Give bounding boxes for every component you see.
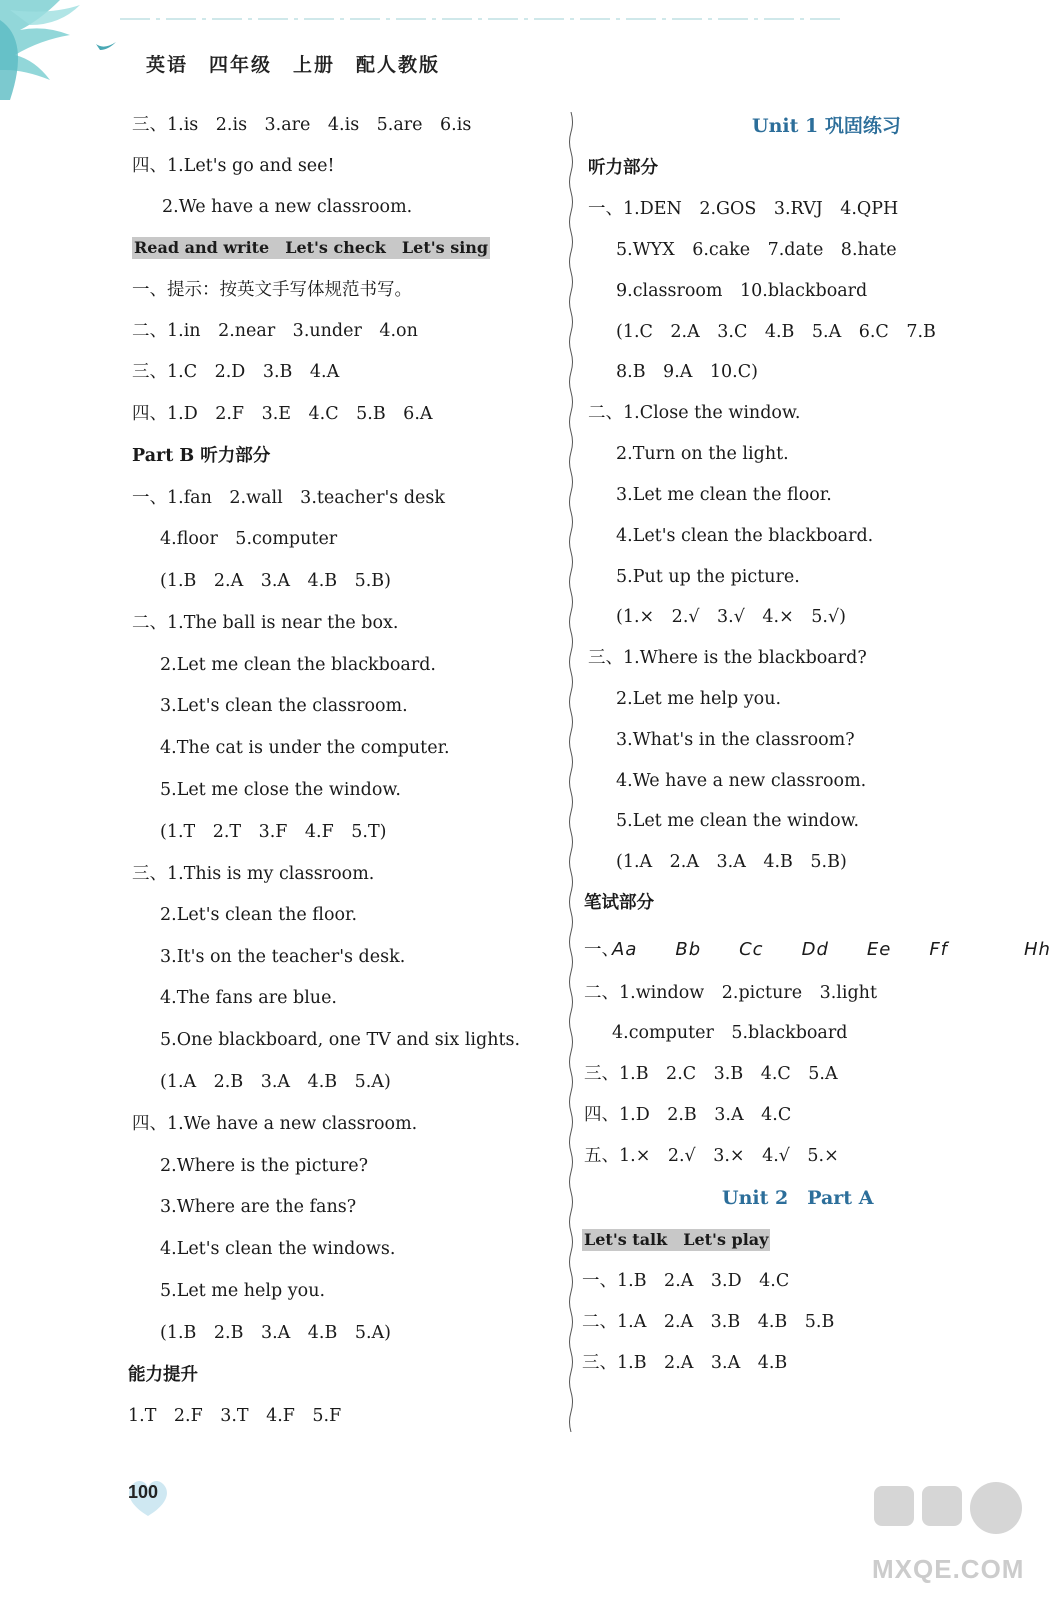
answer-line: 二、1.window 2.picture 3.light — [584, 983, 877, 1003]
answer-line: (1.C 2.A 3.C 4.B 5.A 6.C 7.B — [616, 322, 936, 342]
section-band: Read and write Let's check Let's sing — [134, 238, 489, 257]
answer-line: 三、1.This is my classroom. — [132, 864, 375, 884]
answer-line: 2.We have a new classroom. — [162, 197, 413, 217]
answer-line: 3.Let's clean the classroom. — [160, 696, 408, 716]
answer-line: 三、1.B 2.C 3.B 4.C 5.A — [584, 1064, 838, 1084]
section-band: Let's talk Let's play — [584, 1230, 769, 1249]
book-title: 英语 四年级 上册 配人教版 — [146, 54, 441, 76]
answer-line: 5.Put up the picture. — [616, 567, 800, 587]
answer-line: 三、1.C 2.D 3.B 4.A — [132, 362, 340, 382]
answer-line: 三、1.Where is the blackboard? — [588, 648, 867, 668]
answer-line: (1.A 2.B 3.A 4.B 5.A) — [160, 1072, 391, 1092]
answer-line: 1.T 2.F 3.T 4.F 5.F — [128, 1406, 342, 1426]
section-heading: 听力部分 — [588, 158, 658, 178]
section-title: Unit 1 巩固练习 — [752, 115, 901, 137]
answer-line: 2.Let me help you. — [616, 689, 782, 709]
answer-line: 4.We have a new classroom. — [616, 771, 867, 791]
answer-line: 3.Let me clean the floor. — [616, 485, 832, 505]
answer-line: 4.Let's clean the windows. — [160, 1239, 396, 1259]
answer-line: 5.One blackboard, one TV and six lights. — [160, 1030, 521, 1050]
palm-tree-icon — [0, 0, 130, 105]
answer-line: 一、1.B 2.A 3.D 4.C — [582, 1271, 790, 1291]
answer-line: 2.Where is the picture? — [160, 1156, 368, 1176]
answer-line: (1.B 2.A 3.A 4.B 5.B) — [160, 571, 391, 591]
section-heading: Part B 听力部分 — [132, 446, 271, 466]
page-number-text: 100 — [128, 1482, 159, 1502]
answer-line: 4.floor 5.computer — [160, 529, 338, 549]
answer-line: 一、1.fan 2.wall 3.teacher's desk — [132, 488, 445, 508]
answer-line: 3.It's on the teacher's desk. — [160, 947, 406, 967]
column-divider — [566, 112, 576, 1432]
answer-line: (1.A 2.A 3.A 4.B 5.B) — [616, 852, 847, 872]
answer-line: (1.B 2.B 3.A 4.B 5.A) — [160, 1323, 391, 1343]
answer-line: 四、1.We have a new classroom. — [132, 1114, 418, 1134]
answer-line: 5.Let me close the window. — [160, 780, 401, 800]
answer-line: 四、1.D 2.B 3.A 4.C — [584, 1105, 792, 1125]
watermark-logo — [868, 1478, 1048, 1593]
answer-line: 2.Let me clean the blackboard. — [160, 655, 436, 675]
answer-line: 4.computer 5.blackboard — [612, 1023, 848, 1043]
answer-line: 4.The fans are blue. — [160, 988, 337, 1008]
answer-line: 4.Let's clean the blackboard. — [616, 526, 874, 546]
section-heading: 笔试部分 — [584, 893, 654, 913]
section-title: Unit 2 Part A — [722, 1187, 874, 1209]
answer-line: 9.classroom 10.blackboard — [616, 281, 868, 301]
answer-line: 5.WYX 6.cake 7.date 8.hate — [616, 240, 897, 260]
answer-line: 2.Let's clean the floor. — [160, 905, 358, 925]
answer-line: 一、提示：按英文手写体规范书写。 — [132, 280, 412, 300]
answer-line: 四、1.D 2.F 3.E 4.C 5.B 6.A — [132, 404, 433, 424]
answer-line: 五、1.× 2.√ 3.× 4.√ 5.× — [584, 1146, 839, 1166]
section-heading: 能力提升 — [128, 1365, 198, 1385]
answer-line: 三、1.is 2.is 3.are 4.is 5.are 6.is — [132, 115, 472, 135]
answer-line: 三、1.B 2.A 3.A 4.B — [582, 1353, 788, 1373]
answer-line: 二、1.Close the window. — [588, 403, 801, 423]
answer-line: 8.B 9.A 10.C) — [616, 362, 758, 382]
answer-line: 2.Turn on the light. — [616, 444, 789, 464]
answer-line: 一、1.DEN 2.GOS 3.RVJ 4.QPH — [588, 199, 899, 219]
page-number — [126, 1478, 170, 1518]
answer-line: 四、1.Let's go and see! — [132, 156, 335, 176]
watermark-text: MXQE.COM — [872, 1554, 1025, 1584]
answer-line: 二、1.The ball is near the box. — [132, 613, 399, 633]
header-decoration — [120, 14, 840, 24]
answer-line: 5.Let me help you. — [160, 1281, 326, 1301]
answer-line: (1.× 2.√ 3.√ 4.× 5.√) — [616, 607, 846, 627]
answer-line: Aa Bb Cc Dd Ee Ff Hh — [612, 939, 1051, 960]
answer-line: 一、 — [584, 940, 619, 960]
answer-line: 5.Let me clean the window. — [616, 811, 860, 831]
answer-line: 二、1.A 2.A 3.B 4.B 5.B — [582, 1312, 835, 1332]
answer-line: 4.The cat is under the computer. — [160, 738, 450, 758]
answer-line: 3.What's in the classroom? — [616, 730, 855, 750]
answer-line: 3.Where are the fans? — [160, 1197, 357, 1217]
page-header — [0, 0, 1063, 110]
answer-line: (1.T 2.T 3.F 4.F 5.T) — [160, 822, 387, 842]
answer-line: 二、1.in 2.near 3.under 4.on — [132, 321, 418, 341]
